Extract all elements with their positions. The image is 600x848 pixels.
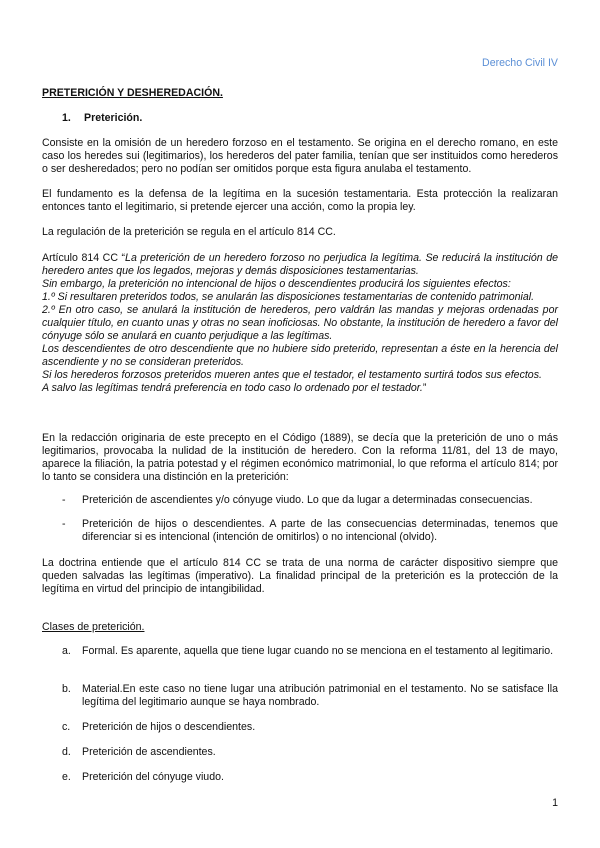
document-title: PRETERICIÓN Y DESHEREDACIÓN. [42,87,223,99]
article-line: La preterición de un heredero forzoso no perjudica la legítima. Se reducirá la institución de heredero antes que los legados, mejoras y demás disposiciones testamentarias. [42,252,558,277]
bullet-text: Preterición de ascendientes y/o cónyuge viudo. Lo que da lugar a determinadas consecuencias. [82,494,533,506]
page-number: 1 [552,797,558,809]
article-line: Los descendientes de otro descendiente que no hubiere sido preterido, representan a éste en la herencia del ascendiente y no se consideran preteridos. [42,343,558,368]
paragraph-regulacion: La regulación de la preterición se regula en el artículo 814 CC. [42,226,336,238]
class-text: Formal. Es aparente, aquella que tiene lugar cuando no se menciona en el testamento al legitimario. [82,645,554,657]
section-number: 1. [62,112,71,124]
class-text: Preterición de hijos o descendientes. [82,721,256,733]
class-item [62,746,558,759]
article-line: Si los herederos forzosos preteridos mueren antes que el testador, el testamento surtirá todos sus efectos. [42,369,542,381]
article-814-quote [42,252,558,395]
class-marker: c. [62,721,71,733]
class-marker: b. [62,683,71,695]
class-text: Material.En este caso no tiene lugar una atribución patrimonial en el testamento. No se satisface lla legítima del legitimario aunque se haya nombrado. [82,683,558,708]
section-heading [62,112,578,125]
class-text: Preterición del cónyuge viudo. [82,771,224,783]
class-item [62,645,558,658]
class-item [62,771,558,784]
bullet-item [62,518,558,544]
class-text: Preterición de ascendientes. [82,746,216,758]
class-item [62,721,558,734]
bullet-marker: - [62,518,66,530]
class-marker: d. [62,746,71,758]
paragraph-redaccion: En la redacción originaria de este precepto en el Código (1889), se decía que la preterición de uno o más legitimarios, provocaba la nulidad de la institución de heredero. Con la reforma 11/81, del 13 de mayo, aparece la filiación, la patria potestad y el régimen económico matrimonial, lo que reforma el artículo 814; por lo tanto se considera una distinción en la preterición: [42,432,558,483]
article-line: Sin embargo, la preterición no intencional de hijos o descendientes producirá los siguientes efectos: [42,278,511,290]
paragraph-fundamento: El fundamento es la defensa de la legítima en la sucesión testamentaria. Esta protección la realizaran entonces tanto el legitimario, si pretende ejercer una acción, como la propia ley. [42,188,558,213]
article-line: 2.º En otro caso, se anulará la institución de herederos, pero valdrán las mandas y mejoras ordenadas por cualquier título, en cuanto unas y otras no sean inoficiosas. No obstante, la institución de heredero a favor del cónyuge sólo se anulará en cuanto perjudique a las legítimas. [42,304,558,342]
article-line: A salvo las legítimas tendrá preferencia en todo caso lo ordenado por el testador. [42,382,423,394]
paragraph-definition: Consiste en la omisión de un heredero forzoso en el testamento. Se origina en el derecho romano, en este caso los heredes sui (legitimarios), los herederos del pater familia, tenían que ser instituidos como herederos o ser desheredados; pero no podían ser omitidos porque esta figura anulaba el testamento. [42,137,558,175]
class-marker: e. [62,771,71,783]
paragraph-doctrina: La doctrina entiende que el artículo 814 CC se trata de una norma de carácter dispositivo siempre que queden salvadas las legítimas (imperativo). La finalidad principal de la preterición es la protección de la legítima en virtud del principio de intangibilidad. [42,557,558,595]
article-line: 1.º Si resultaren preteridos todos, se anularán las disposiciones testamentarias de contenido patrimonial. [42,291,535,303]
classes-heading: Clases de preterición. [42,621,145,633]
class-marker: a. [62,645,71,657]
article-intro: Artículo 814 CC “ [42,252,126,264]
article-closing: ” [422,382,427,394]
bullet-item [62,494,558,507]
section-label: Preterición. [84,112,143,124]
bullet-text: Preterición de hijos o descendientes. A parte de las consecuencias determinadas, tenemos que diferenciar si es intencional (intención de omitirlos) o no intencional (olvido). [82,518,558,543]
running-header: Derecho Civil IV [482,57,558,69]
class-item [62,683,558,709]
bullet-marker: - [62,494,66,506]
